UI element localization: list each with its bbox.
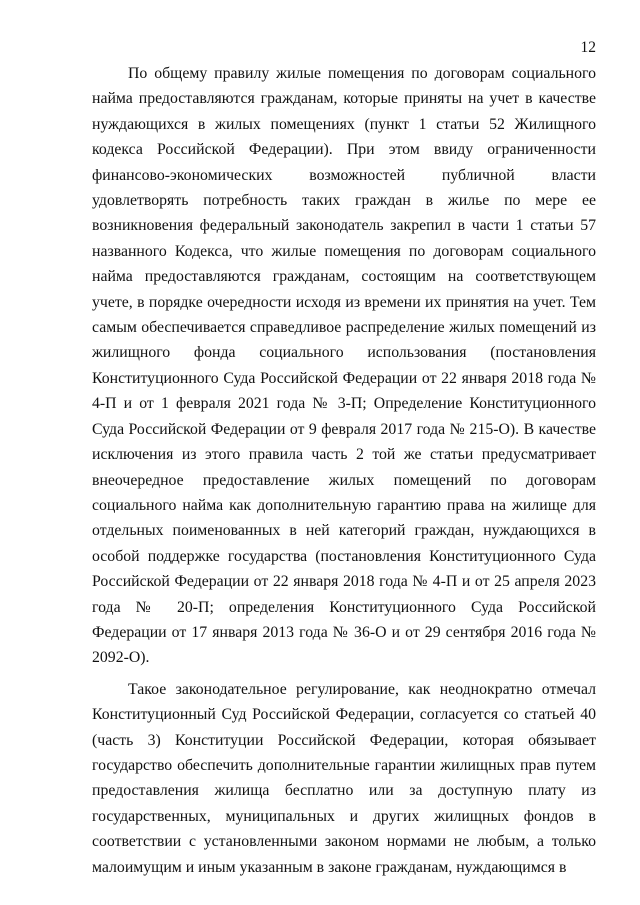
paragraph-2: Такое законодательное регулирование, как неоднократно отмечал Конституционный Суд Российской Федерации, согласуется со статьей 40 (часть 3) Конституции Российской Федерации, которая обязывает государство обеспечить дополнительные гарантии жилищных прав путем предоставления жилища бесплатно или за доступную плату из государственных, муниципальных и других жилищных фондов в соответствии с установленными законом нормами не любым, а только малоимущим и иным указанным в законе гражданам, нуждающимся в xyxy=(92,680,596,876)
document-body xyxy=(92,61,596,880)
page-number: 12 xyxy=(580,39,596,56)
paragraph-1: По общему правилу жилые помещения по договорам социального найма предоставляются гражданам, которые приняты на учет в качестве нуждающихся в жилых помещениях (пункт 1 статьи 52 Жилищного кодекса Российской Федерации). При этом ввиду ограниченности финансово-экономических возможностей публичной власти удовлетворять потребность таких граждан в жилье по мере ее возникновения федеральный законодатель закрепил в части 1 статьи 57 названного Кодекса, что жилые помещения по договорам социального найма предоставляются гражданам, состоящим на соответствующем учете, в порядке очередности исходя из времени их принятия на учет. Тем самым обеспечивается справедливое распределение жилых помещений из жилищного фонда социального использования (постановления Конституционного Суда Российской Федерации от 22 января 2018 года № 4-П и от 1 февраля 2021 года № 3-П; Определение Конституционного Суда Российской Федерации от 9 февраля 2017 года № 215-О). В качестве исключения из этого правила часть 2 той же статьи предусматривает внеочередное предоставление жилых помещений по договорам социального найма как дополнительную гарантию права на жилище для отдельных поименованных в ней категорий граждан, нуждающихся в особой поддержке государства (постановления Конституционного Суда Российской Федерации от 22 января 2018 года № 4-П и от 25 апреля 2023 года № 20-П; определения Конституционного Суда Российской Федерации от 17 января 2013 года № 36-О и от 29 сентября 2016 года № 2092-О). xyxy=(92,65,596,667)
